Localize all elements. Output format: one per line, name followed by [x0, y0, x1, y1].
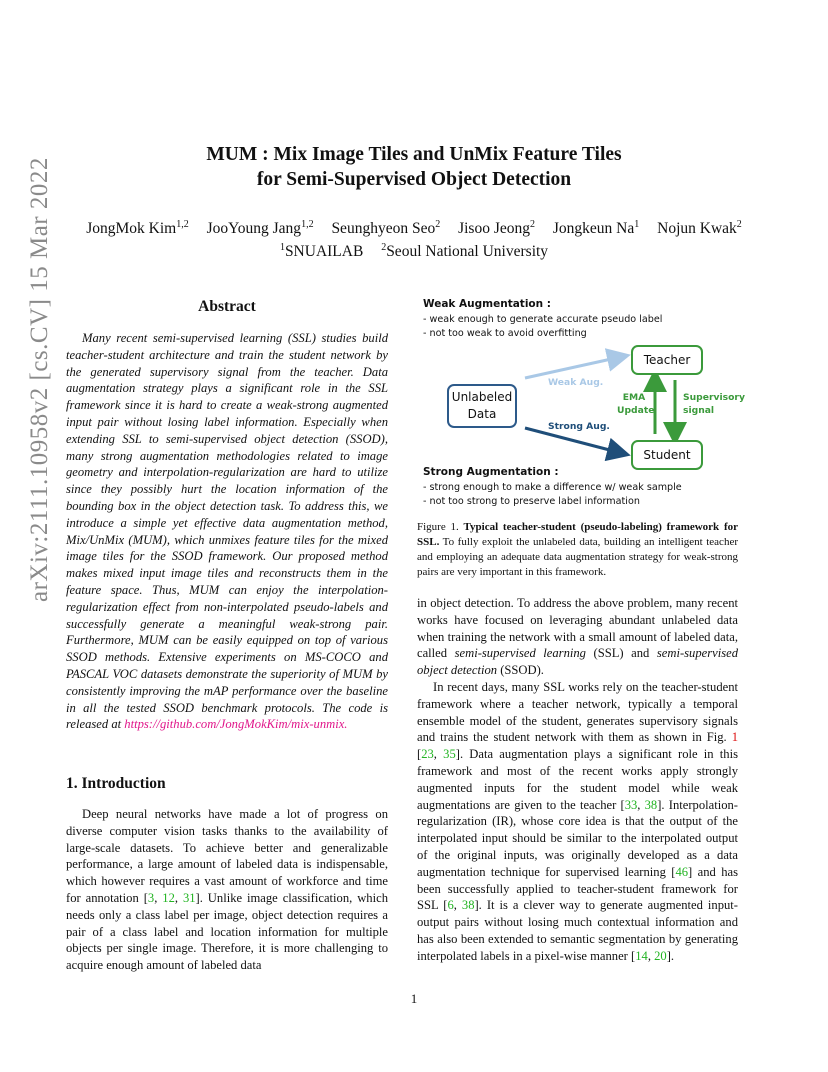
author: Jisoo Jeong$^2$ — [458, 218, 535, 237]
citation-link[interactable]: 3 — [147, 890, 155, 905]
figure-ref-link[interactable]: 1 — [731, 730, 738, 745]
figure-1 — [415, 294, 745, 514]
weak-aug-line-2: - not too weak to avoid overfitting — [423, 328, 587, 339]
affiliation: $^1$SNUAILAB — [279, 241, 364, 260]
citation-link[interactable]: 23 — [421, 747, 434, 762]
figure-caption: Figure 1. Typical teacher-student (pseudo-labeling) framework for SSL. To fully exploit the unlabeled data, building an intelligent teacher and employing an adequate data augmentation strategy for weak-strong pairs are very important in this framework. — [417, 521, 738, 578]
section-heading-introduction: 1. Introduction — [66, 775, 166, 792]
code-link[interactable]: https://github.com/JongMokKim/mix-unmix. — [124, 717, 348, 732]
strong-aug-line-1: - strong enough to make a difference w/ weak sample — [423, 482, 682, 493]
paragraph: in object detection. To address the above problem, many recent works have focused on leveraging abundant unlabeled data when training the network with a small amount of labeled data, called semi-supervised learning (SSL) and semi-supervised object detection (SSOD). — [417, 596, 738, 678]
title-line-1: MUM : Mix Image Tiles and UnMix Feature Tiles — [206, 144, 622, 165]
strong-aug-label: Strong Aug. — [548, 421, 610, 432]
citation-link[interactable]: 46 — [675, 864, 689, 879]
citation-link[interactable]: 38 — [461, 898, 475, 913]
citation-link[interactable]: 38 — [644, 797, 658, 812]
citation-link[interactable]: 33 — [624, 797, 638, 812]
author: Seunghyeon Seo$^2$ — [331, 218, 441, 237]
right-column-text — [417, 595, 738, 965]
author-list — [0, 218, 828, 240]
citation-link[interactable]: 35 — [443, 747, 456, 762]
strong-aug-heading: Strong Augmentation : — [423, 466, 559, 478]
teacher-box: Teacher — [631, 345, 703, 375]
citation-link[interactable]: 12 — [162, 890, 175, 905]
weak-aug-line-1: - weak enough to generate accurate pseudo label — [423, 314, 663, 325]
ema-update-label: EMA Update — [617, 392, 655, 416]
citation-link[interactable]: 6 — [447, 898, 454, 913]
supervisory-signal-label: Supervisory signal — [683, 392, 745, 416]
unlabeled-data-box: Unlabeled Data — [447, 384, 517, 428]
intro-paragraph: Deep neural networks have made a lot of progress on diverse computer vision tasks thanks to the availability of large-scale datasets. To achieve better and generalizable performance, a large amount of labeled data is indispensable, which however requires a vast amount of workforce and time for annotation [3, 12, 31]. Unlike image classification, which needs only a class label per image, object detection requires a pair of a class label and location information for multiple objects per single image. Therefore, it is more challenging to acquire enough amount of labeled data — [66, 807, 388, 973]
strong-aug-line-2: - not too strong to preserve label information — [423, 496, 640, 507]
weak-aug-label: Weak Aug. — [548, 377, 604, 388]
weak-aug-arrow — [525, 356, 625, 378]
affiliation: $^2$Seoul National University — [381, 241, 549, 260]
abstract-body: Many recent semi-supervised learning (SSL) studies build teacher-student architecture and train the student network by the generated supervisory signal from the teacher. Data augmentation strategy plays a significant role in the SSL framework since it is hard to create a weak-strong augmented input pair without losing label information. Especially when extending SSL to semi-supervised object detection (SSOD), many strong augmentation methodologies related to image geometry and interpolation-regularization are hard to utilize since they possibly hurt the location information of the bounding box in the object detection task. To address this, we introduce a simple yet effective data augmentation method, Mix/UnMix (MUM), which unmixes feature tiles for the mixed image tiles for the SSOD framework. Our proposed method makes mixed input image tiles and reconstructs them in the feature space. Thus, MUM can enjoy the interpolation-regularization effect from non-interpolated pseudo-labels and successfully generate a meaningful weak-strong pair. Furthermore, MUM can be easily equipped on top of various SSOD methods. Extensive experiments on MS-COCO and PASCAL VOC datasets demonstrate the superiority of MUM by consistently improving the mAP performance over the baseline in all the tested SSOD benchmark protocols. The code is released at https://github.com/JongMokKim/mix-unmix. — [66, 331, 388, 732]
author: Jongkeun Na$^1$ — [552, 218, 640, 237]
student-box: Student — [631, 440, 703, 470]
abstract-heading: Abstract — [198, 298, 256, 315]
author: JongMok Kim$^{1,2}$ — [86, 218, 189, 237]
citation-link[interactable]: 20 — [654, 948, 667, 963]
paper-title — [0, 142, 828, 192]
citation-link[interactable]: 14 — [635, 948, 648, 963]
citation-link[interactable]: 31 — [182, 890, 196, 905]
title-line-2: for Semi-Supervised Object Detection — [256, 169, 572, 190]
author: Nojun Kwak$^2$ — [657, 218, 742, 237]
affiliations — [0, 241, 828, 263]
arxiv-stamp: arXiv:2111.10958v2 [cs.CV] 15 Mar 2022 — [26, 157, 53, 602]
page-number: 1 — [410, 991, 418, 1006]
author: JooYoung Jang$^{1,2}$ — [206, 218, 314, 237]
weak-aug-heading: Weak Augmentation : — [423, 298, 551, 310]
paragraph: In recent days, many SSL works rely on the teacher-student framework where a teacher network, typically a temporal ensemble model of the student, generates supervisory signals and trains the student network with them as shown in Fig. 1 [23, 35]. Data augmentation plays a significant role in this framework and most of the recent works apply strongly augmented inputs for the student model while weak augmentations are given to the teacher [33, 38]. Interpolation-regularization (IR), whose core idea is that the output of the interpolated input should be similar to the interpolated output of the original inputs, was originally developed as a data augmentation technique for supervised learning [46] and has been successfully applied to teacher-student framework for SSL [6, 38]. It is a clever way to generate augmented input-output pairs without losing much contextual information and has also been extended to semantic segmentation by generating interpolated labels in a pixel-wise manner [14, 20]. — [417, 679, 739, 963]
